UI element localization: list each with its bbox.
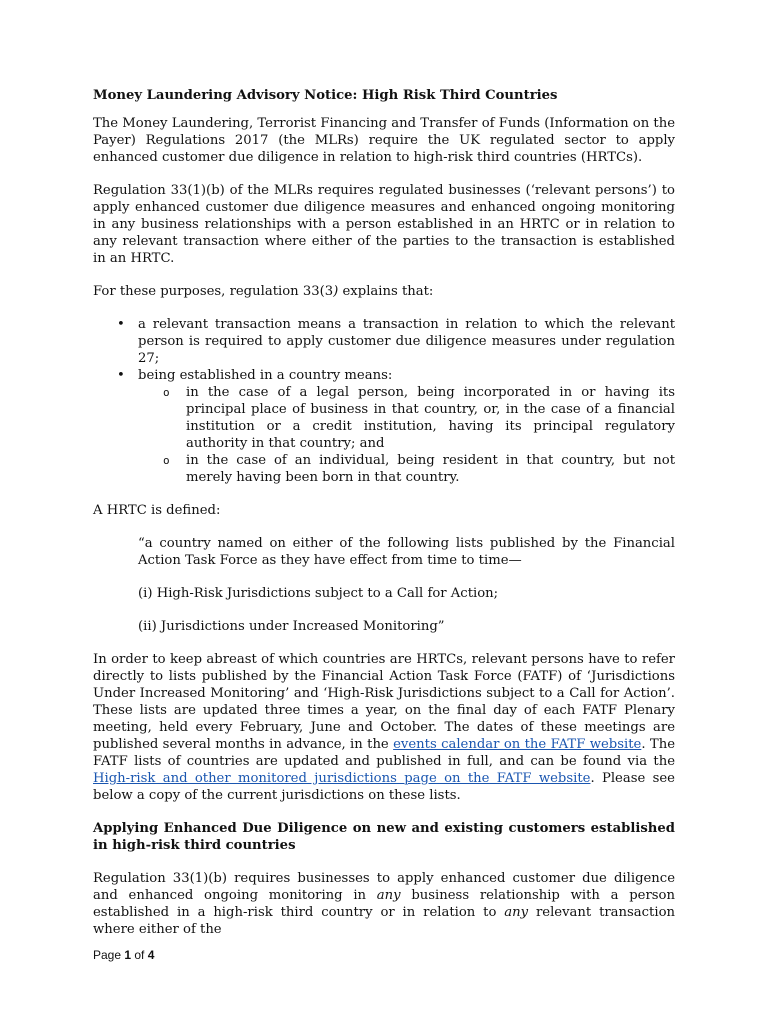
- quote-line: “a country named on either of the following lists published by the Financial Action Task Force as they have effect from time to time—: [138, 536, 675, 568]
- list-item: [93, 316, 675, 367]
- list-item-text: being established in a country means:: [138, 368, 393, 383]
- intro-paragraph: The Money Laundering, Terrorist Financing and Transfer of Funds (Information on the Payer) Regulations 2017 (the MLRs) require the UK regulated sector to apply enhanced customer due diligence in relation to high-risk third countries (HRTCs).: [93, 116, 675, 165]
- events-calendar-link[interactable]: events calendar on the FATF website: [393, 737, 642, 752]
- circle-bullet-icon: o: [163, 386, 170, 399]
- sub-list-item-text: in the case of an individual, being resident in that country, but not merely having been born in that country.: [186, 453, 675, 485]
- section-heading: Applying Enhanced Due Diligence on new and existing customers established in high-risk third countries: [93, 821, 675, 853]
- definition-quote: [93, 535, 675, 635]
- purposes-paren: ): [333, 284, 339, 299]
- regulation-paragraph: Regulation 33(1)(b) of the MLRs requires regulated businesses (‘relevant persons’) to apply enhanced customer due diligence measures and enhanced ongoing monitoring in any business relationships with a person established in an HRTC or in relation to any relevant transaction where either of the parties to the transaction is established in an HRTC.: [93, 183, 675, 266]
- edd-text: business relationship with a person established in a high-risk third country or in relation to: [93, 888, 675, 920]
- current-page-number: 1: [124, 948, 132, 962]
- total-pages: 4: [147, 948, 155, 962]
- quote-line: (ii) Jurisdictions under Increased Monitoring”: [138, 619, 445, 634]
- document-body: [93, 87, 675, 938]
- bullet-list: [93, 316, 675, 486]
- fatf-paragraph: [93, 651, 675, 804]
- sub-list-item-text: in the case of a legal person, being incorporated in or having its principal place of business in that country, or, in the case of a financial institution or a credit institution, having its principal regulatory authority in that country; and: [186, 385, 675, 451]
- footer-prefix: Page: [93, 948, 125, 962]
- edd-emphasis: any: [504, 905, 529, 920]
- edd-text: relevant transaction where either of the: [93, 905, 676, 937]
- list-item-text: a relevant transaction means a transaction in relation to which the relevant person is required to apply customer due diligence measures under regulation 27;: [138, 317, 675, 366]
- edd-text: Regulation 33(1)(b) requires businesses to apply enhanced customer due diligence and enhanced ongoing monitoring in: [93, 871, 675, 903]
- sub-list-item: [93, 384, 675, 452]
- edd-paragraph: [93, 870, 675, 938]
- purposes-paragraph: [93, 283, 675, 300]
- high-risk-jurisdictions-link[interactable]: High-risk and other monitored jurisdictions page on the FATF website: [93, 771, 591, 786]
- fatf-text: . The FATF lists of countries are updated and published in full, and can be found via the: [93, 737, 675, 769]
- footer-separator: of: [131, 948, 148, 962]
- list-item: [93, 367, 675, 384]
- bullet-icon: •: [117, 317, 125, 332]
- quote-line: (i) High-Risk Jurisdictions subject to a Call for Action;: [138, 586, 499, 601]
- sub-list-item: [93, 452, 675, 486]
- document-title: Money Laundering Advisory Notice: High Risk Third Countries: [93, 88, 558, 103]
- purposes-text-end: explains that:: [338, 284, 434, 299]
- bullet-icon: •: [117, 368, 125, 383]
- circle-bullet-icon: o: [163, 454, 170, 467]
- edd-emphasis: any: [376, 888, 401, 903]
- definition-intro: A HRTC is defined:: [93, 503, 221, 518]
- fatf-text: In order to keep abreast of which countries are HRTCs, relevant persons have to refer directly to lists published by the Financial Action Task Force (FATF) of ‘Jurisdictions Under Increased Monitoring’ and ‘High-Risk Jurisdictions subject to a Call for Action’. These lists are updated three times a year, on the final day of each FATF Plenary meeting, held every February, June and October. The dates of these meetings are published several months in advance, in the: [93, 652, 675, 752]
- page-footer: [93, 948, 154, 962]
- fatf-text: . Please see below a copy of the current jurisdictions on these lists.: [93, 771, 675, 803]
- purposes-text: For these purposes, regulation 33(3: [93, 284, 334, 299]
